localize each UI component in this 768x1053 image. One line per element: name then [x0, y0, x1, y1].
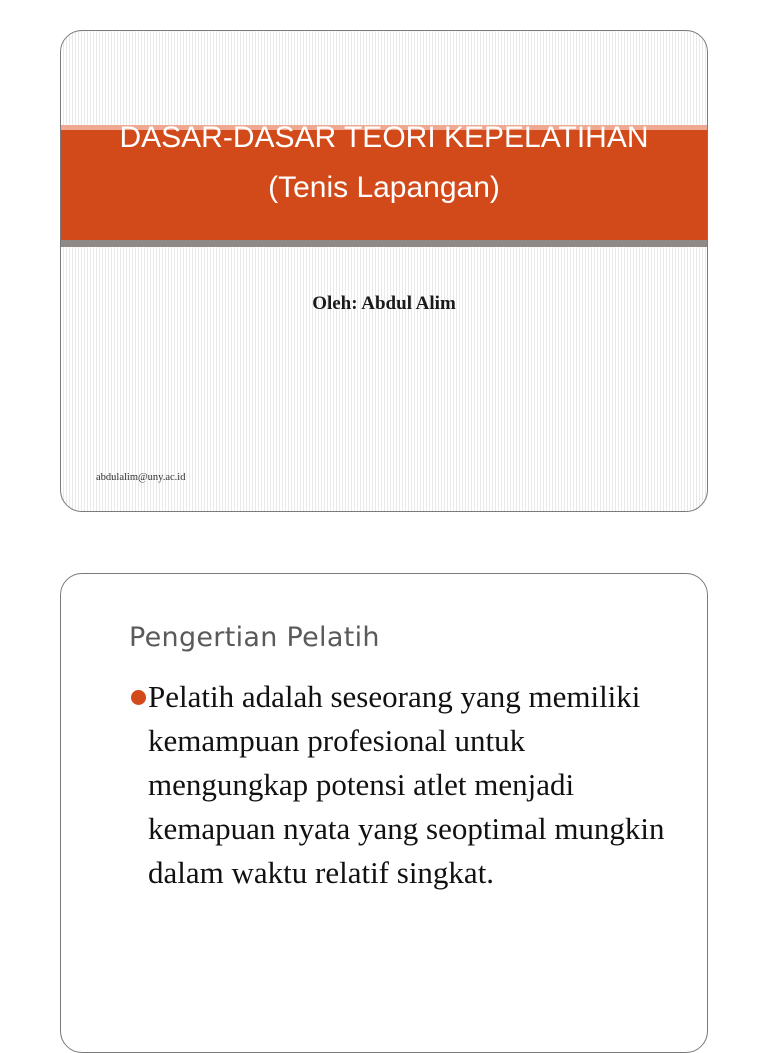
slide-title-line1: DASAR-DASAR TEORI KEPELATIHAN [119, 121, 649, 154]
author-email: abdulalim@uny.ac.id [96, 472, 186, 483]
author-name: Oleh: Abdul Alim [312, 293, 456, 314]
bullet-list-item [131, 675, 691, 895]
slide-heading: Pengertian Pelatih [129, 622, 380, 653]
bullet-dot-icon [131, 690, 146, 705]
title-slide [60, 30, 708, 512]
slide-title [61, 113, 707, 213]
slide-title-line2: (Tenis Lapangan) [268, 171, 500, 204]
content-slide [60, 573, 708, 1053]
bullet-text: Pelatih adalah seseorang yang memiliki kemampuan profesional untuk mengungkap potensi atlet menjadi kemapuan nyata yang seoptimal mungkin dalam waktu relatif singkat. [148, 679, 665, 890]
title-band-shadow [61, 240, 707, 247]
